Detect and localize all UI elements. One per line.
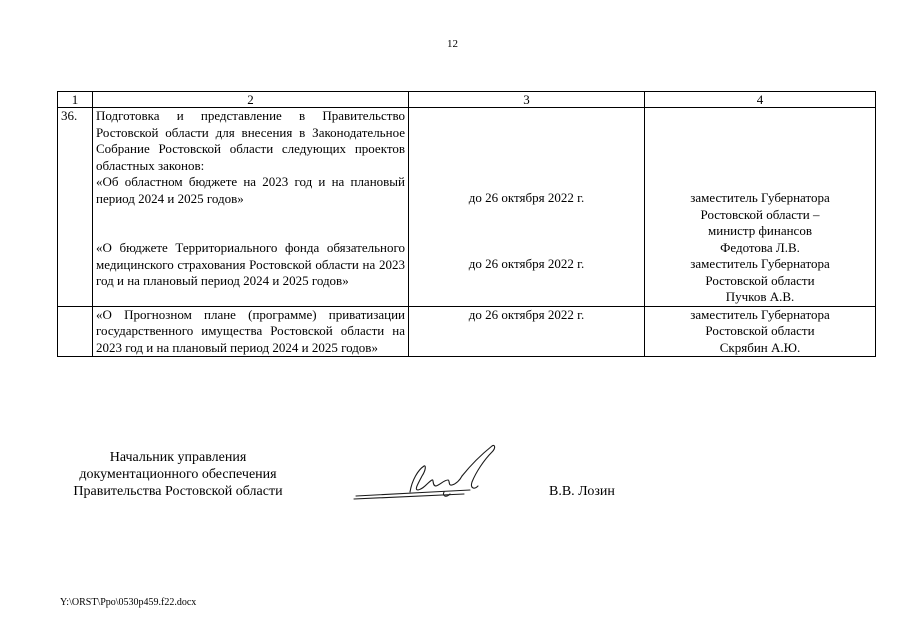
plan-table xyxy=(57,91,876,357)
deadline-budget: до 26 октября 2022 г. xyxy=(468,190,585,205)
row-number-empty xyxy=(58,306,93,357)
page-number: 12 xyxy=(447,38,458,50)
column-header-2: 2 xyxy=(93,92,409,108)
file-path: Y:\ORST\Ppo\0530p459.f22.docx xyxy=(60,597,197,608)
deadline-cell xyxy=(409,108,645,307)
table-header-row xyxy=(58,92,876,108)
responsible-oms-line-3: Пучков А.В. xyxy=(725,289,795,304)
task-cell xyxy=(93,108,409,307)
task-item-privatization: «О Прогнозном плане (программе) приватизации государственного имущества Ростовской области на 2023 год и на плановый период 2024 и 2025 годов» xyxy=(93,306,409,357)
handwritten-signature xyxy=(352,440,502,502)
deadline-spacer-2 xyxy=(412,207,641,256)
column-header-3: 3 xyxy=(409,92,645,108)
responsible-privatization xyxy=(645,306,876,357)
responsible-privatization-line-2: Ростовской области xyxy=(705,323,815,338)
responsible-budget-line-2: Ростовской области – xyxy=(700,206,820,222)
signatory-title-line-3: Правительства Ростовской области xyxy=(73,484,283,499)
responsible-privatization-line-3: Скрябин А.Ю. xyxy=(719,339,801,355)
responsible-budget-line-4: Федотова Л.В. xyxy=(720,239,800,255)
responsible-oms-line-2: Ростовской области xyxy=(705,272,815,288)
deadline-spacer-1 xyxy=(412,108,641,190)
signer-name: В.В. Лозин xyxy=(549,484,615,499)
table-row xyxy=(58,108,876,307)
responsible-oms-line-1: заместитель Губернатора xyxy=(690,256,830,271)
column-header-4: 4 xyxy=(645,92,876,108)
task-item-oms-fund: «О бюджете Территориального фонда обязательного медицинского страхования Ростовской области на 2023 год и на плановый период 2024 и 2025 годов» xyxy=(96,240,405,288)
table-row xyxy=(58,306,876,357)
task-intro: Подготовка и представление в Правительство Ростовской области для внесения в Законодательное Собрание Ростовской области следующих проектов областных законов: xyxy=(96,108,405,173)
responsible-privatization-line-1: заместитель Губернатора xyxy=(690,306,830,322)
deadline-oms-fund: до 26 октября 2022 г. xyxy=(468,255,585,271)
signatory-title xyxy=(58,449,298,500)
column-header-1: 1 xyxy=(58,92,93,108)
task-spacer xyxy=(96,207,405,240)
responsible-cell xyxy=(645,108,876,307)
task-item-budget: «Об областном бюджете на 2023 год и на плановый период 2024 и 2025 годов» xyxy=(96,174,405,206)
deadline-privatization: до 26 октября 2022 г. xyxy=(409,306,645,357)
responsible-budget-line-1: заместитель Губернатора xyxy=(690,190,830,205)
responsible-spacer xyxy=(648,108,872,190)
responsible-budget-line-3: министр финансов xyxy=(708,223,812,238)
signatory-title-line-1: Начальник управления xyxy=(109,450,247,465)
signatory-title-line-2: документационного обеспечения xyxy=(79,467,277,482)
row-number: 36. xyxy=(58,108,93,307)
